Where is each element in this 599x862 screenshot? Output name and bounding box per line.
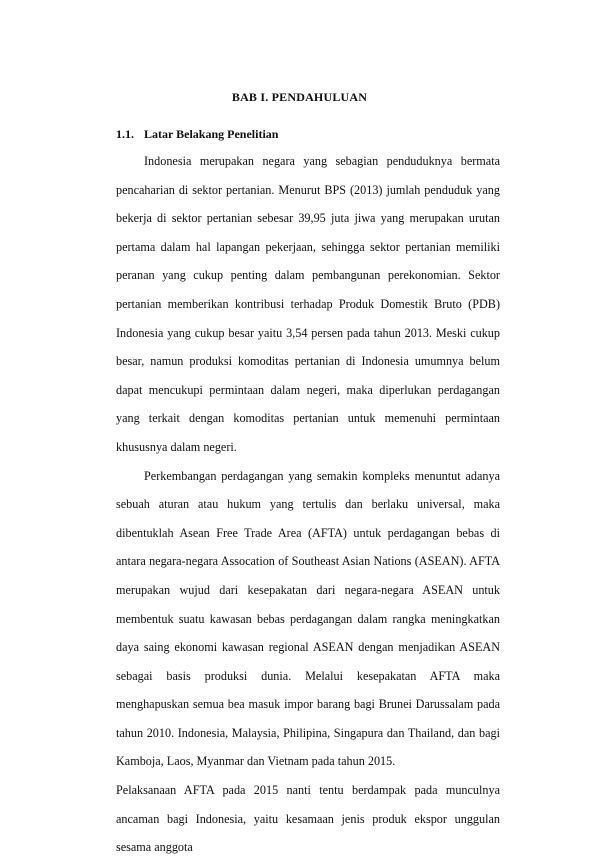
section-title: Latar Belakang Penelitian	[144, 127, 279, 141]
section-number: 1.1.	[116, 127, 134, 141]
paragraph: Perkembangan perdagangan yang semakin kompleks menuntut adanya sebuah aturan atau hukum yang tertulis dan berlaku universal, maka dibentuklah Asean Free Trade Area (AFTA) untuk perdagangan bebas di antara negara-negara Assocation of Southeast Asian Nations (ASEAN). AFTA merupakan wujud dari kesepakatan dari negara-negara ASEAN untuk membentuk suatu kawasan bebas perdagangan dalam rangka meningkatkan daya saing ekonomi kawasan regional ASEAN dengan menjadikan ASEAN sebagai basis produksi dunia. Melalui kesepakatan AFTA maka menghapuskan semua bea masuk impor barang bagi Brunei Darussalam pada tahun 2010. Indonesia, Malaysia, Philipina, Singapura dan Thailand, dan bagi Kamboja, Laos, Myanmar dan Vietnam pada tahun 2015.	[116, 468, 500, 769]
paragraph: Pelaksanaan AFTA pada 2015 nanti tentu berdampak pada munculnya ancaman bagi Indonesia, yaitu kesamaan jenis produk ekspor unggulan sesama anggota	[116, 783, 500, 855]
paragraph: Indonesia merupakan negara yang sebagian penduduknya bermata pencaharian di sektor pertanian. Menurut BPS (2013) jumlah penduduk yang bekerja di sektor pertanian sebesar 39,95 juta jiwa yang merupakan urutan pertama dalam hal lapangan pekerjaan, sehingga sektor pertanian memiliki peranan yang cukup penting dalam pembangunan perekonomian. Sektor pertanian memberikan kontribusi terhadap Produk Domestik Bruto (PDB) Indonesia yang cukup besar yaitu 3,54 persen pada tahun 2013. Meski cukup besar, namun produksi komoditas pertanian di Indonesia umumnya belum dapat mencukupi permintaan dalam negeri, maka diperlukan perdagangan yang terkait dengan komoditas pertanian untuk memenuhi permintaan khususnya dalam negeri.	[116, 154, 500, 454]
chapter-title: BAB I. PENDAHULUAN	[231, 90, 368, 104]
body-text	[116, 147, 500, 862]
section-heading	[116, 127, 278, 142]
